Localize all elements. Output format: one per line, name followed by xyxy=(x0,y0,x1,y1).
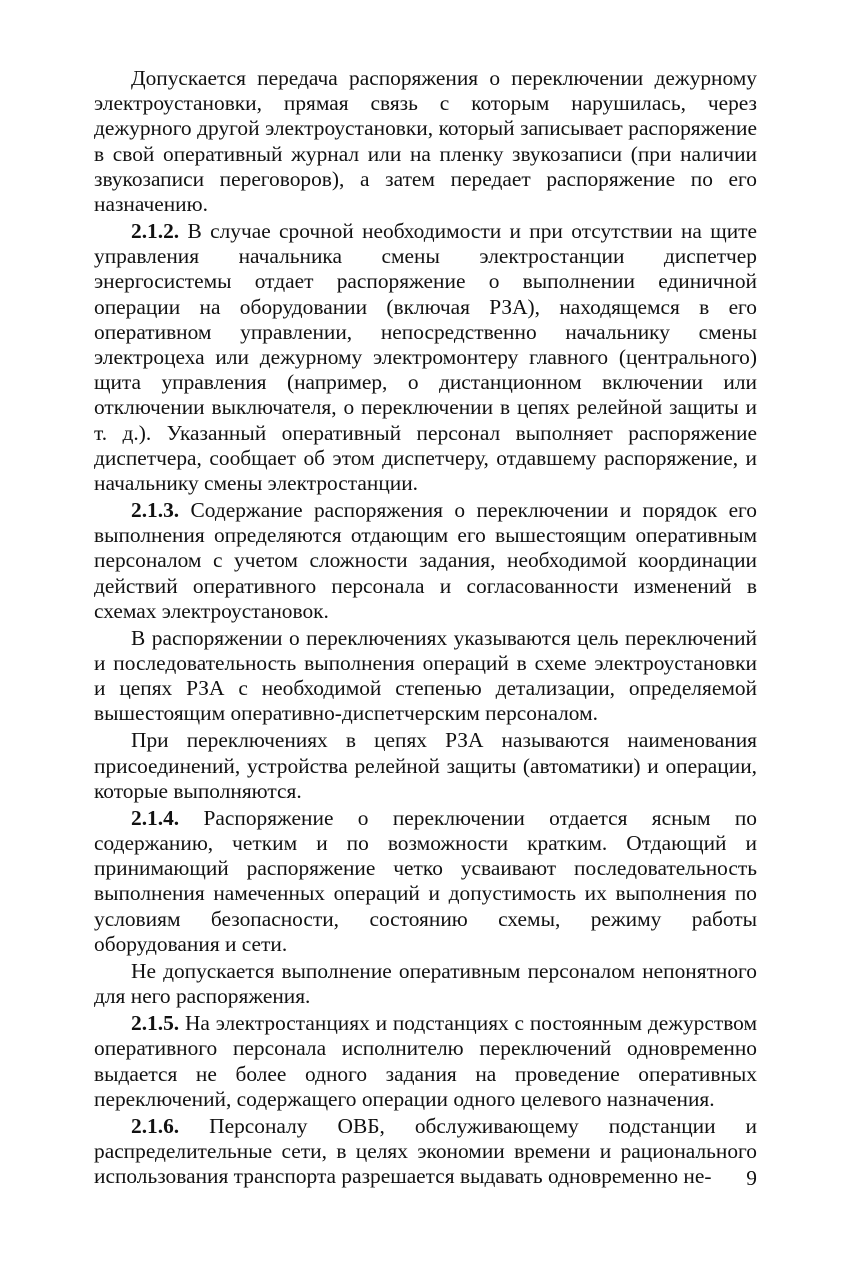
paragraph-text: В случае срочной необходимости и при отсутствии на щите управления начальника смены электростанции диспетчер энергосистемы отдает распоряжение о выполнении единичной операции на оборудовании (включая РЗА), находящемся в его оперативном управлении, непосредственно начальнику смены электроцеха или дежурному электромонтеру главного (центрального) щита управления (например, о дистанционном включении или отключении выключателя, о переключении в цепях релейной защиты и т. д.). Указанный оперативный персонал выполняет распоряжение диспетчера, сообщает об этом диспетчеру, отдавшему распоряжение, и начальнику смены электростанции. xyxy=(94,219,757,496)
clause-number: 2.1.3. xyxy=(131,498,180,523)
paragraph-7 xyxy=(94,959,757,1009)
paragraph-3 xyxy=(94,498,757,624)
paragraph-6 xyxy=(94,806,757,957)
clause-number: 2.1.4. xyxy=(131,805,180,830)
paragraph-1 xyxy=(94,66,757,217)
paragraph-8 xyxy=(94,1011,757,1112)
paragraph-text: В распоряжении о переключениях указываются цель переключений и последовательность выполнения операций в схеме электроустановки и цепях РЗА с необходимой степенью детализации, определяемой вышестоящим оперативно-диспетчерским персоналом. xyxy=(94,625,757,726)
paragraph-2 xyxy=(94,219,757,496)
paragraph-4 xyxy=(94,626,757,727)
paragraph-5 xyxy=(94,728,757,804)
clause-number: 2.1.5. xyxy=(131,1011,180,1036)
paragraph-text: Допускается передача распоряжения о переключении дежурному электроустановки, прямая связь с которым нарушилась, через дежурного другой электроустановки, который записывает распоряжение в свой оперативный журнал или на пленку звукозаписи (при наличии звукозаписи переговоров), а затем передает распоряжение по его назначению. xyxy=(94,66,757,217)
paragraph-text: Не допускается выполнение оперативным персоналом непонятного для него распоряжения. xyxy=(94,958,757,1009)
clause-number: 2.1.6. xyxy=(131,1113,180,1138)
clause-number: 2.1.2. xyxy=(131,219,180,244)
document-page xyxy=(94,66,757,1191)
page-number: 9 xyxy=(746,1166,757,1190)
paragraph-text: На электростанциях и подстанциях с постоянным дежурством оперативного персонала исполнителю переключений одновременно выдается не более одного задания на проведение оперативных переключений, содержащего операции одного целевого назначения. xyxy=(94,1011,757,1111)
paragraph-text: Распоряжение о переключении отдается ясным по содержанию, четким и по возможности кратким. Отдающий и принимающий распоряжение четко усваивают последовательность выполнения намеченных операций и допустимость их выполнения по условиям безопасности, состоянию схемы, режиму работы оборудования и сети. xyxy=(94,805,757,956)
paragraph-9 xyxy=(94,1114,757,1190)
paragraph-text: При переключениях в цепях РЗА называются наименования присоединений, устройства релейной защиты (автоматики) и операции, которые выполняются. xyxy=(94,728,757,803)
paragraph-text: Содержание распоряжения о переключении и порядок его выполнения определяются отдающим его вышестоящим оперативным персоналом с учетом сложности задания, необходимой координации действий оперативного персонала и согласованности изменений в схемах электроустановок. xyxy=(94,498,757,623)
paragraph-text: Персоналу ОВБ, обслуживающему подстанции и распределительные сети, в целях экономии времени и рационального использования транспорта разрешается выдавать одновременно не- xyxy=(94,1113,757,1189)
